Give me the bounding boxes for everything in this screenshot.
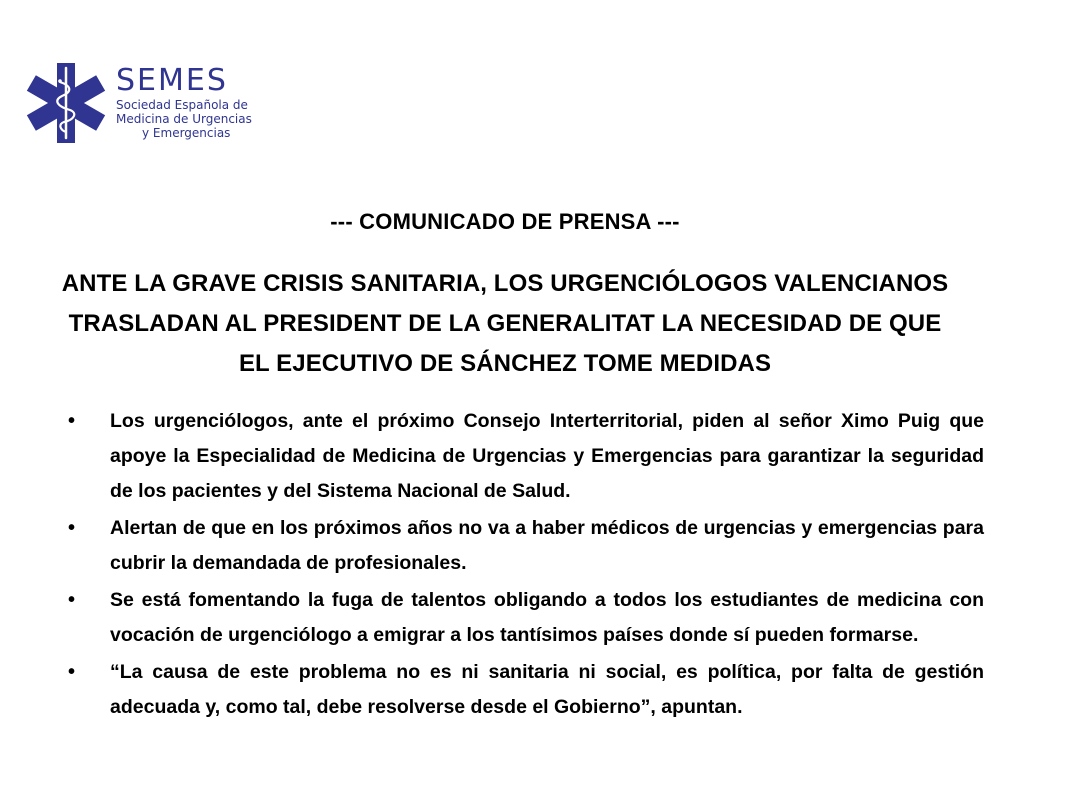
- bullet-icon: •: [68, 661, 76, 683]
- list-item-text: Se está fomentando la fuga de talentos obligando a todos los estudiantes de medicina con vocación de urgenciólogo a emigrar a los tantísimos países donde sí pueden formarse.: [110, 589, 984, 646]
- list-item: [62, 583, 984, 653]
- list-item: [62, 404, 984, 509]
- list-item: [62, 511, 984, 581]
- logo-name: SEMES: [116, 63, 228, 98]
- headline: [20, 264, 990, 384]
- headline-line: TRASLADAN AL PRESIDENT DE LA GENERALITAT LA NECESIDAD DE QUE: [68, 310, 942, 337]
- logo-subtitle-line: Sociedad Española de: [116, 98, 248, 112]
- star-of-life-icon: [26, 62, 106, 144]
- headline-line: ANTE LA GRAVE CRISIS SANITARIA, LOS URGENCIÓLOGOS VALENCIANOS: [61, 270, 949, 297]
- logo-subtitle: [116, 98, 286, 140]
- list-item-text: Los urgenciólogos, ante el próximo Consejo Interterritorial, piden al señor Ximo Puig que apoye la Especialidad de Medicina de Urgencias y Emergencias para garantizar la seguridad de los pacientes y del Sistema Nacional de Salud.: [110, 410, 984, 502]
- list-item: [62, 655, 984, 725]
- list-item-text: “La causa de este problema no es ni sanitaria ni social, es política, por falta de gestión adecuada y, como tal, debe resolverse desde el Gobierno”, apuntan.: [110, 661, 984, 718]
- press-release-kicker: --- COMUNICADO DE PRENSA ---: [330, 209, 680, 234]
- bullet-icon: •: [68, 589, 76, 611]
- key-points-list: [62, 404, 984, 727]
- logo-subtitle-line: Medicina de Urgencias: [116, 112, 252, 126]
- logo-subtitle-line: y Emergencias: [142, 126, 231, 140]
- list-item-text: Alertan de que en los próximos años no va a haber médicos de urgencias y emergencias para cubrir la demandada de profesionales.: [110, 517, 984, 574]
- headline-line: EL EJECUTIVO DE SÁNCHEZ TOME MEDIDAS: [238, 350, 772, 377]
- bullet-icon: •: [68, 410, 76, 432]
- semes-logo: [26, 62, 286, 146]
- bullet-icon: •: [68, 517, 76, 539]
